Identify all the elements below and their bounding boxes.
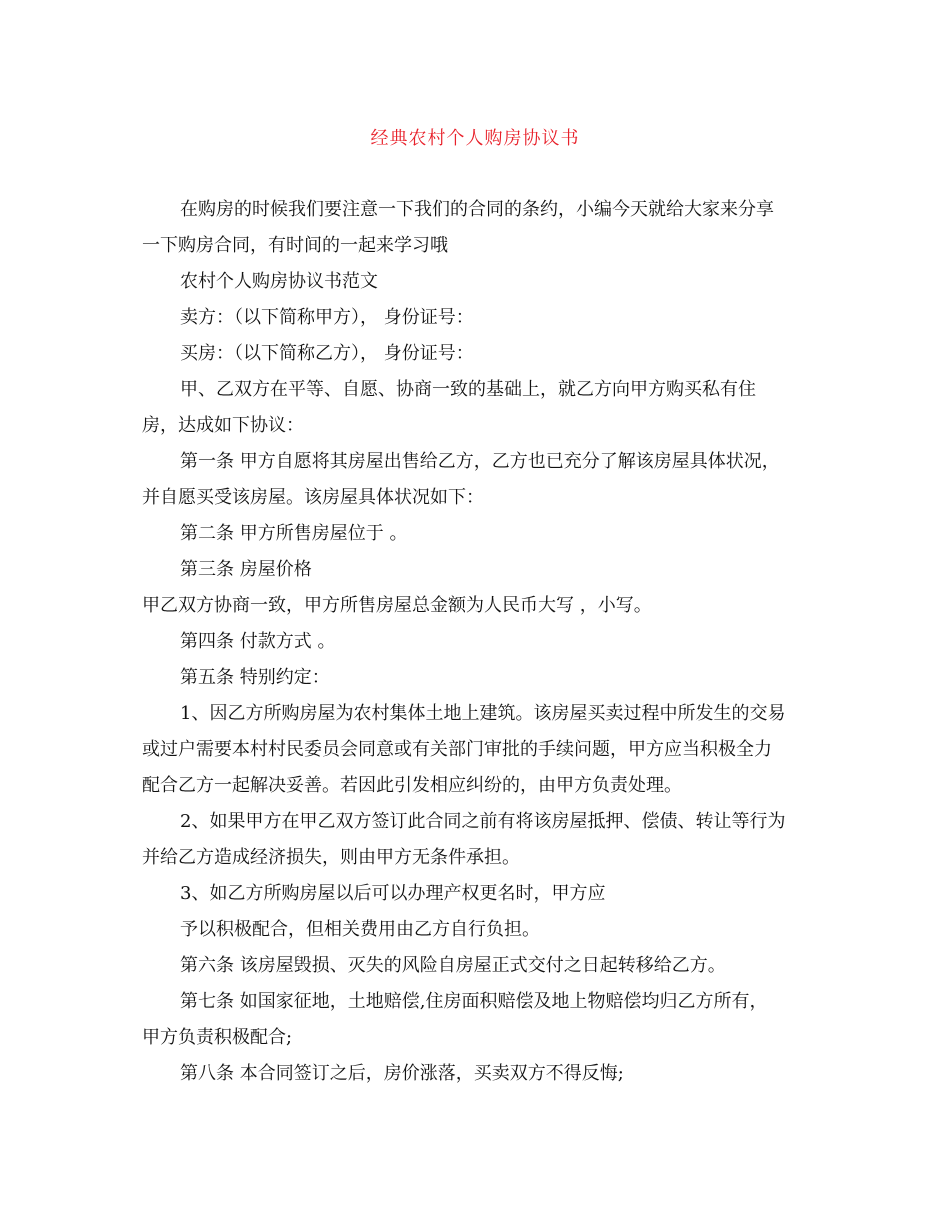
text-line: 一下购房合同，有时间的一起来学习哦 [142,235,448,256]
text-line: 甲方负责积极配合; [142,1027,293,1048]
text-line: 在购房的时候我们要注意一下我们的合同的条约，小编今天就给大家来分享 [180,199,774,220]
text-line: 甲乙双方协商一致，甲方所售房屋总金额为人民币大写 ，小写。 [142,595,652,616]
text-line: 房，达成如下协议： [142,415,304,436]
document-body [142,192,812,1092]
text-line: 甲、乙双方在平等、自愿、协商一致的基础上，就乙方向甲方购买私有住 [180,379,756,400]
text-line: 或过户需要本村村民委员会同意或有关部门审批的手续问题，甲方应当积极全力 [142,739,772,760]
text-line: 第六条 该房屋毁损、灭失的风险自房屋正式交付之日起转移给乙方。 [180,955,726,976]
text-line: 卖方：（以下简称甲方）， 身份证号： [180,307,474,328]
text-line: 第三条 房屋价格 [180,559,312,580]
text-line: 配合乙方一起解决妥善。若因此引发相应纠纷的，由甲方负责处理。 [142,775,682,796]
text-line: 第一条 甲方自愿将其房屋出售给乙方，乙方也已充分了解该房屋具体状况， [180,451,780,472]
text-line: 买房：（以下简称乙方）， 身份证号： [180,343,474,364]
text-line: 第四条 付款方式 。 [180,631,336,652]
text-line: 第二条 甲方所售房屋位于 。 [180,523,408,544]
text-line: 2、如果甲方在甲乙双方签订此合同之前有将该房屋抵押、偿债、转让等行为 [180,811,786,832]
text-line: 农村个人购房协议书范文 [180,271,378,292]
text-line: 3、如乙方所购房屋以后可以办理产权更名时，甲方应 [180,883,606,904]
text-line: 第五条 特别约定： [180,667,330,688]
text-line: 予以积极配合，但相关费用由乙方自行负担。 [180,919,540,940]
document-title: 经典农村个人购房协议书 [370,128,580,149]
text-line: 第八条 本合同签订之后，房价涨落，买卖双方不得反悔; [180,1063,624,1084]
text-line: 1、因乙方所购房屋为农村集体土地上建筑。该房屋买卖过程中所发生的交易 [180,703,786,724]
text-line: 第七条 如国家征地，土地赔偿,住房面积赔偿及地上物赔偿均归乙方所有， [180,991,768,1012]
text-line: 并自愿买受该房屋。该房屋具体状况如下： [142,487,484,508]
text-line: 并给乙方造成经济损失，则由甲方无条件承担。 [142,847,520,868]
